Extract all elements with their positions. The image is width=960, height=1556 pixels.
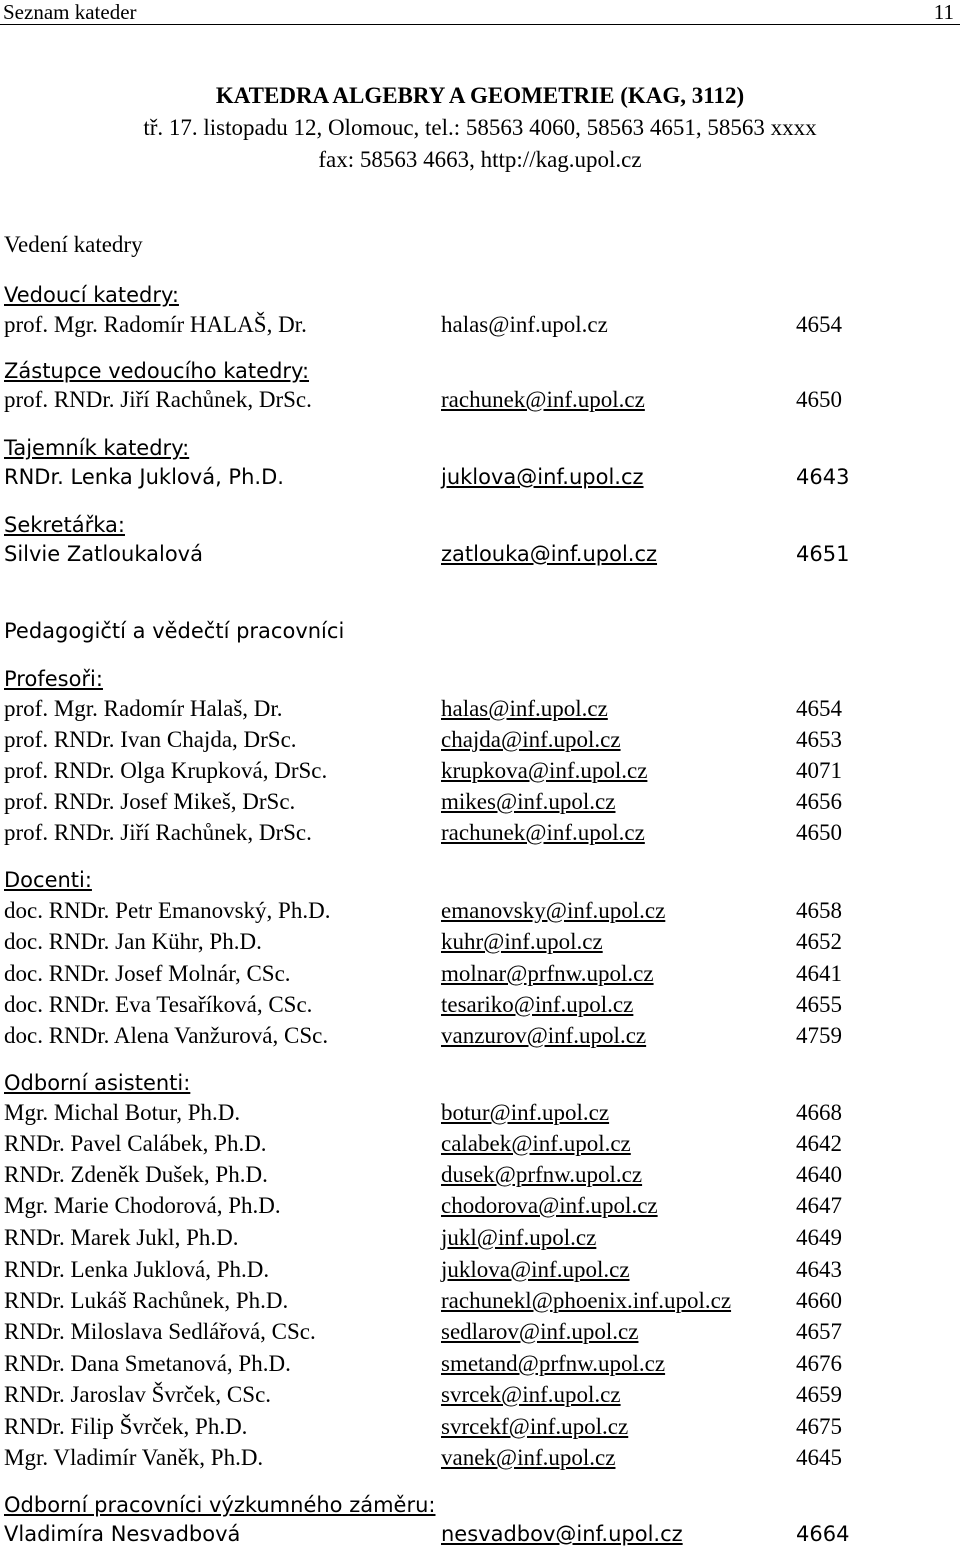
email-link[interactable]: vanzurov@inf.upol.cz: [441, 1023, 647, 1048]
phone-extension: 4649: [796, 1225, 842, 1250]
phone-extension: 4650: [796, 820, 842, 845]
person-name: RNDr. Zdeněk Dušek, Ph.D.: [4, 1162, 268, 1187]
phone-extension: 4656: [796, 789, 842, 814]
running-header: [0, 0, 960, 25]
deputy-row: [0, 387, 960, 417]
list-item: [0, 992, 960, 1022]
person-name: RNDr. Lukáš Rachůnek, Ph.D.: [4, 1288, 289, 1313]
person-name: RNDr. Pavel Calábek, Ph.D.: [4, 1131, 267, 1156]
person-name: Vladimíra Nesvadbová: [4, 1522, 241, 1546]
list-item: [0, 1382, 960, 1412]
list-item: [0, 1131, 960, 1161]
email-link[interactable]: emanovsky@inf.upol.cz: [441, 898, 666, 923]
phone-extension: 4651: [796, 542, 850, 566]
email-link[interactable]: sedlarov@inf.upol.cz: [441, 1319, 639, 1344]
person-name: prof. RNDr. Olga Krupková, DrSc.: [4, 758, 328, 783]
list-item: [0, 1225, 960, 1255]
phone-extension: 4658: [796, 898, 842, 923]
person-name: Mgr. Michal Botur, Ph.D.: [4, 1100, 241, 1125]
email-link[interactable]: smetand@prfnw.upol.cz: [441, 1351, 666, 1376]
email-link[interactable]: chajda@inf.upol.cz: [441, 727, 621, 752]
person-name: Mgr. Marie Chodorová, Ph.D.: [4, 1193, 281, 1218]
phone-extension: 4675: [796, 1414, 842, 1439]
leadership-heading: Vedení katedry: [4, 232, 143, 257]
phone-extension: 4640: [796, 1162, 842, 1187]
person-name: doc. RNDr. Josef Molnár, CSc.: [4, 961, 291, 986]
email-link[interactable]: rachunek@inf.upol.cz: [441, 820, 645, 845]
assistant-row: [0, 542, 960, 572]
department-name: KATEDRA ALGEBRY A GEOMETRIE (KAG, 3112): [215, 83, 745, 108]
email-link[interactable]: tesariko@inf.upol.cz: [441, 992, 634, 1017]
list-item: [0, 820, 960, 850]
assistants-label: Odborní asistenti:: [4, 1071, 191, 1095]
list-item: [0, 696, 960, 726]
list-item: [0, 1351, 960, 1381]
list-item: [0, 1023, 960, 1053]
department-fax-web: fax: 58563 4663, http://kag.upol.cz: [318, 147, 642, 172]
phone-extension: 4643: [796, 1257, 842, 1282]
secretary-row: [0, 465, 960, 495]
email-link[interactable]: nesvadbov@inf.upol.cz: [441, 1522, 683, 1546]
email-link[interactable]: halas@inf.upol.cz: [441, 696, 608, 721]
list-item: [0, 1100, 960, 1130]
list-item: [0, 1288, 960, 1318]
list-item: [0, 758, 960, 788]
email-link[interactable]: kuhr@inf.upol.cz: [441, 929, 603, 954]
phone-extension: 4652: [796, 929, 842, 954]
list-item: [0, 898, 960, 928]
person-name: doc. RNDr. Eva Tesaříková, CSc.: [4, 992, 313, 1017]
person-name: doc. RNDr. Alena Vanžurová, CSc.: [4, 1023, 329, 1048]
assistant-label: Sekretářka:: [4, 513, 125, 537]
list-item: [0, 961, 960, 991]
phone-extension: 4659: [796, 1382, 842, 1407]
email-link[interactable]: vanek@inf.upol.cz: [441, 1445, 616, 1470]
phone-extension: 4647: [796, 1193, 842, 1218]
person-name: RNDr. Filip Švrček, Ph.D.: [4, 1414, 248, 1439]
email-link[interactable]: juklova@inf.upol.cz: [441, 1257, 630, 1282]
email-link[interactable]: juklova@inf.upol.cz: [441, 465, 644, 489]
research-label: Odborní pracovníci výzkumného záměru:: [4, 1493, 436, 1517]
email-link[interactable]: botur@inf.upol.cz: [441, 1100, 610, 1125]
person-name: RNDr. Jaroslav Švrček, CSc.: [4, 1382, 272, 1407]
phone-extension: 4071: [796, 758, 842, 783]
list-item: [0, 1522, 960, 1552]
professors-label: Profesoři:: [4, 667, 103, 691]
staff-heading: Pedagogičtí a vědečtí pracovníci: [4, 619, 345, 643]
person-name: prof. Mgr. Radomír HALAŠ, Dr.: [4, 312, 307, 337]
person-name: prof. Mgr. Radomír Halaš, Dr.: [4, 696, 283, 721]
deputy-label: Zástupce vedoucího katedry:: [4, 359, 310, 383]
phone-extension: 4664: [796, 1522, 850, 1546]
person-name: prof. RNDr. Ivan Chajda, DrSc.: [4, 727, 297, 752]
list-item: [0, 1445, 960, 1475]
list-item: [0, 727, 960, 757]
person-name: prof. RNDr. Jiří Rachůnek, DrSc.: [4, 387, 312, 412]
phone-extension: 4668: [796, 1100, 842, 1125]
person-name: RNDr. Dana Smetanová, Ph.D.: [4, 1351, 291, 1376]
email-link[interactable]: krupkova@inf.upol.cz: [441, 758, 648, 783]
person-name: prof. RNDr. Jiří Rachůnek, DrSc.: [4, 820, 312, 845]
email-link[interactable]: svrcek@inf.upol.cz: [441, 1382, 621, 1407]
phone-extension: 4655: [796, 992, 842, 1017]
phone-extension: 4642: [796, 1131, 842, 1156]
phone-extension: 4643: [796, 465, 850, 489]
phone-extension: 4759: [796, 1023, 842, 1048]
page-number: 11: [933, 0, 954, 24]
email-link[interactable]: halas@inf.upol.cz: [441, 312, 608, 337]
email-link[interactable]: svrcekf@inf.upol.cz: [441, 1414, 629, 1439]
phone-extension: 4645: [796, 1445, 842, 1470]
list-item: [0, 1319, 960, 1349]
phone-extension: 4650: [796, 387, 842, 412]
list-item: [0, 1414, 960, 1444]
person-name: prof. RNDr. Josef Mikeš, DrSc.: [4, 789, 296, 814]
docents-label: Docenti:: [4, 868, 92, 892]
email-link[interactable]: jukl@inf.upol.cz: [441, 1225, 597, 1250]
phone-extension: 4654: [796, 312, 842, 337]
head-label: Vedoucí katedry:: [4, 283, 179, 307]
email-link[interactable]: chodorova@inf.upol.cz: [441, 1193, 658, 1218]
person-name: Silvie Zatloukalová: [4, 542, 203, 566]
phone-extension: 4657: [796, 1319, 842, 1344]
person-name: doc. RNDr. Jan Kühr, Ph.D.: [4, 929, 262, 954]
email-link[interactable]: dusek@prfnw.upol.cz: [441, 1162, 643, 1187]
phone-extension: 4676: [796, 1351, 842, 1376]
list-item: [0, 929, 960, 959]
department-address: tř. 17. listopadu 12, Olomouc, tel.: 58563 4060, 58563 4651, 58563 xxxx: [143, 115, 817, 140]
phone-extension: 4653: [796, 727, 842, 752]
email-link[interactable]: mikes@inf.upol.cz: [441, 789, 616, 814]
person-name: Mgr. Vladimír Vaněk, Ph.D.: [4, 1445, 264, 1470]
email-link[interactable]: calabek@inf.upol.cz: [441, 1131, 631, 1156]
email-link[interactable]: rachunek@inf.upol.cz: [441, 387, 645, 412]
person-name: RNDr. Lenka Juklová, Ph.D.: [4, 1257, 270, 1282]
person-name: RNDr. Miloslava Sedlářová, CSc.: [4, 1319, 316, 1344]
person-name: RNDr. Lenka Juklová, Ph.D.: [4, 465, 284, 489]
email-link[interactable]: molnar@prfnw.upol.cz: [441, 961, 654, 986]
list-item: [0, 1162, 960, 1192]
list-item: [0, 789, 960, 819]
phone-extension: 4654: [796, 696, 842, 721]
secretary-label: Tajemník katedry:: [4, 436, 190, 460]
person-name: doc. RNDr. Petr Emanovský, Ph.D.: [4, 898, 331, 923]
list-item: [0, 1257, 960, 1287]
email-link[interactable]: zatlouka@inf.upol.cz: [441, 542, 658, 566]
head-row: [0, 312, 960, 342]
phone-extension: 4660: [796, 1288, 842, 1313]
department-title-block: [0, 80, 960, 176]
list-item: [0, 1193, 960, 1223]
email-link[interactable]: rachunekl@phoenix.inf.upol.cz: [441, 1288, 732, 1313]
running-header-title: Seznam kateder: [3, 0, 137, 24]
person-name: RNDr. Marek Jukl, Ph.D.: [4, 1225, 239, 1250]
phone-extension: 4641: [796, 961, 842, 986]
